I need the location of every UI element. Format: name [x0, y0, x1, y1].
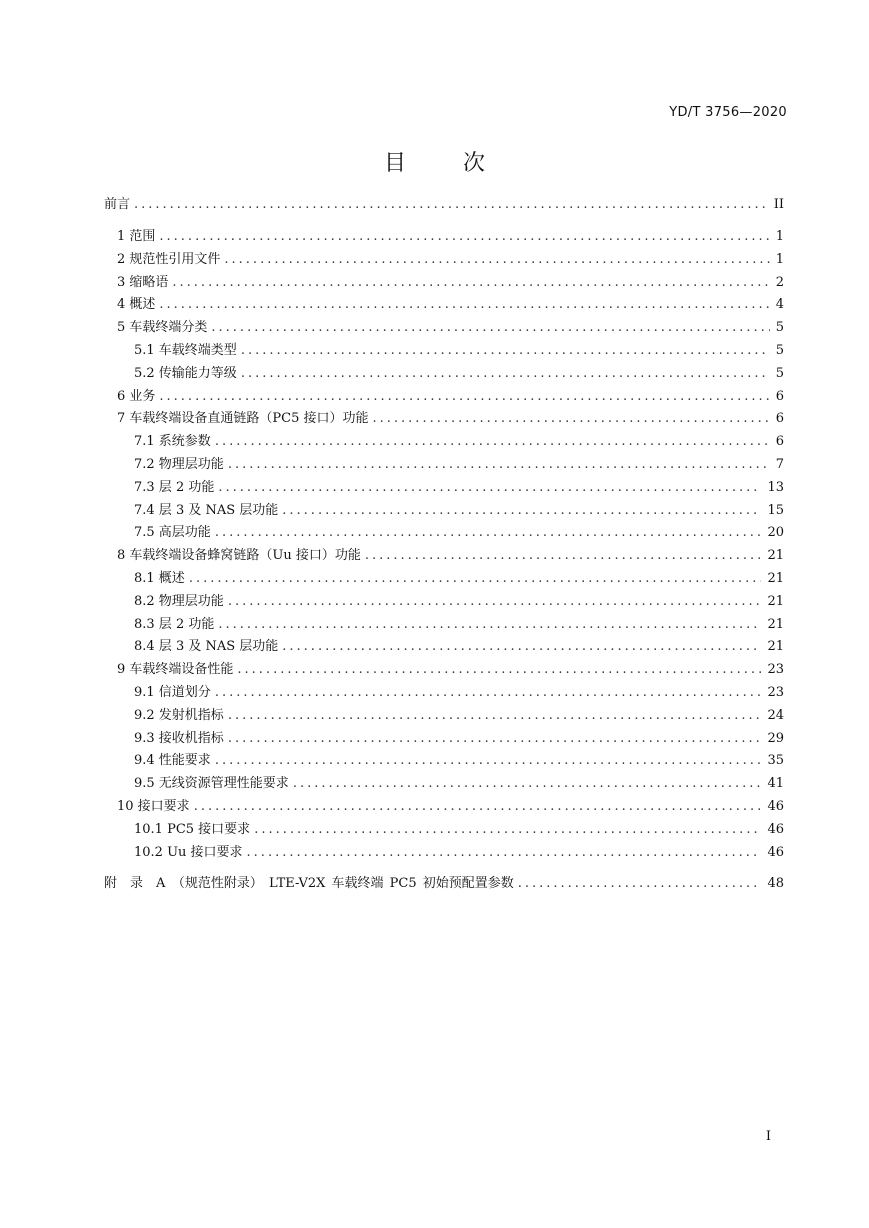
toc-leader-dots [159, 387, 769, 407]
toc-entry-label: 4 概述 [117, 297, 156, 313]
toc-entry-page: 29 [767, 730, 784, 746]
toc-entry-label: 8.1 概述 [134, 571, 185, 586]
toc-entry[interactable] [134, 501, 784, 521]
toc-leader-dots [215, 683, 762, 703]
toc-leader-dots [228, 592, 762, 612]
toc-entry-page: 2 [775, 274, 784, 290]
toc-entry[interactable] [134, 455, 784, 475]
toc-entry[interactable] [117, 250, 784, 270]
toc-entry[interactable] [117, 295, 784, 315]
toc-entry-page: 6 [775, 411, 784, 427]
toc-leader-dots [237, 660, 761, 680]
toc-leader-dots [282, 501, 761, 521]
toc-entry-label: 7 车载终端设备直通链路（PC5 接口）功能 [117, 411, 369, 427]
toc-entry-page: II [773, 197, 784, 212]
toc-entry[interactable] [117, 660, 784, 680]
toc-entry-label: 8.3 层 2 功能 [134, 616, 215, 632]
toc-entry-page: 6 [775, 434, 784, 450]
toc-entry[interactable] [117, 797, 784, 817]
toc-entry[interactable] [134, 706, 784, 726]
toc-entry[interactable] [134, 432, 784, 452]
toc-entry[interactable] [117, 546, 784, 566]
toc-entry-page: 46 [767, 844, 784, 860]
toc-leader-dots [518, 874, 762, 894]
toc-entry-label: 9.5 无线资源管理性能要求 [134, 776, 289, 792]
toc-entry-label: 前言 [104, 197, 131, 212]
toc-entry-label: 2 规范性引用文件 [117, 251, 221, 267]
toc-leader-dots [293, 774, 762, 794]
toc-entry[interactable] [117, 409, 784, 429]
toc-entry-page: 6 [775, 388, 784, 404]
toc-entry-page: 13 [767, 479, 784, 495]
toc-entry-label: 10 接口要求 [117, 799, 190, 814]
toc-entry[interactable] [134, 615, 784, 635]
toc-leader-dots [194, 797, 762, 817]
toc-entry[interactable] [134, 637, 784, 657]
toc-entry-page: 35 [767, 753, 784, 769]
toc-entry-label: 9.1 信道划分 [134, 685, 211, 700]
toc-entry-label: 10.1 PC5 接口要求 [134, 821, 251, 837]
toc-entry-label: 9.3 接收机指标 [134, 730, 224, 746]
toc-entry[interactable] [117, 318, 784, 338]
toc-leader-dots [241, 341, 770, 361]
toc-entry-label: 6 业务 [117, 388, 156, 404]
toc-entry-label: 5 车载终端分类 [117, 320, 208, 336]
toc-leader-dots [134, 195, 768, 215]
toc-entry-label: 7.5 高层功能 [134, 525, 211, 541]
page-title: 目 次 [384, 151, 485, 176]
toc-leader-dots [241, 364, 770, 384]
toc-entry-page: 21 [767, 639, 784, 655]
toc-entry[interactable] [134, 478, 784, 498]
toc-leader-dots [211, 318, 769, 338]
toc-entry-page: 4 [775, 297, 784, 313]
toc-leader-dots [228, 706, 762, 726]
toc-leader-dots [218, 615, 761, 635]
toc-entry[interactable] [134, 820, 784, 840]
toc-entry-page: 5 [775, 343, 784, 358]
toc-entry-page: 5 [775, 320, 784, 336]
toc-entry-label: 7.4 层 3 及 NAS 层功能 [134, 502, 279, 518]
toc-entry[interactable] [134, 729, 784, 749]
toc-entry-page: 24 [767, 707, 784, 723]
toc-entry[interactable] [104, 195, 784, 215]
toc-entry-page: 46 [767, 821, 784, 837]
toc-entry-page: 48 [767, 876, 784, 892]
toc-leader-dots [373, 409, 770, 429]
toc-entry-label: 9.4 性能要求 [134, 753, 211, 769]
toc-entry-label: 7.1 系统参数 [134, 434, 211, 450]
toc-leader-dots [365, 546, 762, 566]
toc-entry[interactable] [134, 751, 784, 771]
toc-entry-label: 8.4 层 3 及 NAS 层功能 [134, 639, 279, 655]
toc-leader-dots [254, 820, 761, 840]
toc-entry-page: 20 [767, 525, 784, 541]
toc-entry-label: 9 车载终端设备性能 [117, 662, 234, 678]
toc-entry-page: 23 [767, 685, 784, 700]
toc-leader-dots [218, 478, 761, 498]
toc-entry[interactable] [117, 227, 784, 247]
toc-leader-dots [247, 843, 762, 863]
toc-entry-page: 1 [775, 229, 784, 244]
toc-leader-dots [215, 432, 770, 452]
page-number: I [765, 1129, 771, 1144]
standard-number: YD/T 3756—2020 [669, 105, 787, 120]
toc-entry[interactable] [134, 683, 784, 703]
toc-entry[interactable] [117, 387, 784, 407]
toc-entry-label: 10.2 Uu 接口要求 [134, 844, 243, 860]
toc-leader-dots [282, 637, 761, 657]
toc-entry-label: 1 范围 [117, 229, 156, 244]
toc-entry[interactable] [134, 592, 784, 612]
toc-entry[interactable] [134, 774, 784, 794]
toc-leader-dots [189, 569, 762, 589]
toc-leader-dots [228, 455, 770, 475]
toc-leader-dots [215, 523, 762, 543]
toc-entry-label: 5.2 传输能力等级 [134, 365, 237, 381]
toc-entry-page: 5 [775, 365, 784, 381]
toc-entry[interactable] [117, 273, 784, 293]
toc-entry-label: 5.1 车载终端类型 [134, 343, 237, 358]
toc-entry-page: 46 [767, 799, 784, 814]
toc-entry[interactable] [134, 341, 784, 361]
toc-entry-label: 7.3 层 2 功能 [134, 479, 215, 495]
toc-entry-page: 23 [767, 662, 784, 678]
toc-entry-label: 8 车载终端设备蜂窝链路（Uu 接口）功能 [117, 548, 361, 564]
toc-entry[interactable] [134, 569, 784, 589]
toc-leader-dots [215, 751, 762, 771]
toc-entry-page: 7 [775, 457, 784, 472]
toc-entry[interactable] [134, 843, 784, 863]
toc-entry-page: 21 [767, 571, 784, 586]
toc-entry-page: 41 [767, 776, 784, 792]
toc-leader-dots [159, 295, 769, 315]
toc-entry-label: 附 录 A （规范性附录） LTE-V2X 车载终端 PC5 初始预配置参数 [104, 876, 514, 892]
toc-leader-dots [228, 729, 762, 749]
toc-leader-dots [224, 250, 769, 270]
toc-entry-label: 7.2 物理层功能 [134, 457, 224, 472]
toc-entry-page: 21 [767, 548, 784, 564]
toc-entry-label: 3 缩略语 [117, 274, 169, 290]
toc-entry-page: 21 [767, 593, 784, 609]
toc-entry-label: 9.2 发射机指标 [134, 707, 224, 723]
toc-entry[interactable] [134, 523, 784, 543]
toc-appendix-entry[interactable] [104, 874, 784, 894]
toc-entry[interactable] [134, 364, 784, 384]
toc-leader-dots [159, 227, 769, 247]
toc-leader-dots [172, 273, 769, 293]
toc-entry-page: 1 [775, 251, 784, 267]
toc-entry-label: 8.2 物理层功能 [134, 593, 224, 609]
toc-entry-page: 21 [767, 616, 784, 632]
toc-entry-page: 15 [767, 502, 784, 518]
